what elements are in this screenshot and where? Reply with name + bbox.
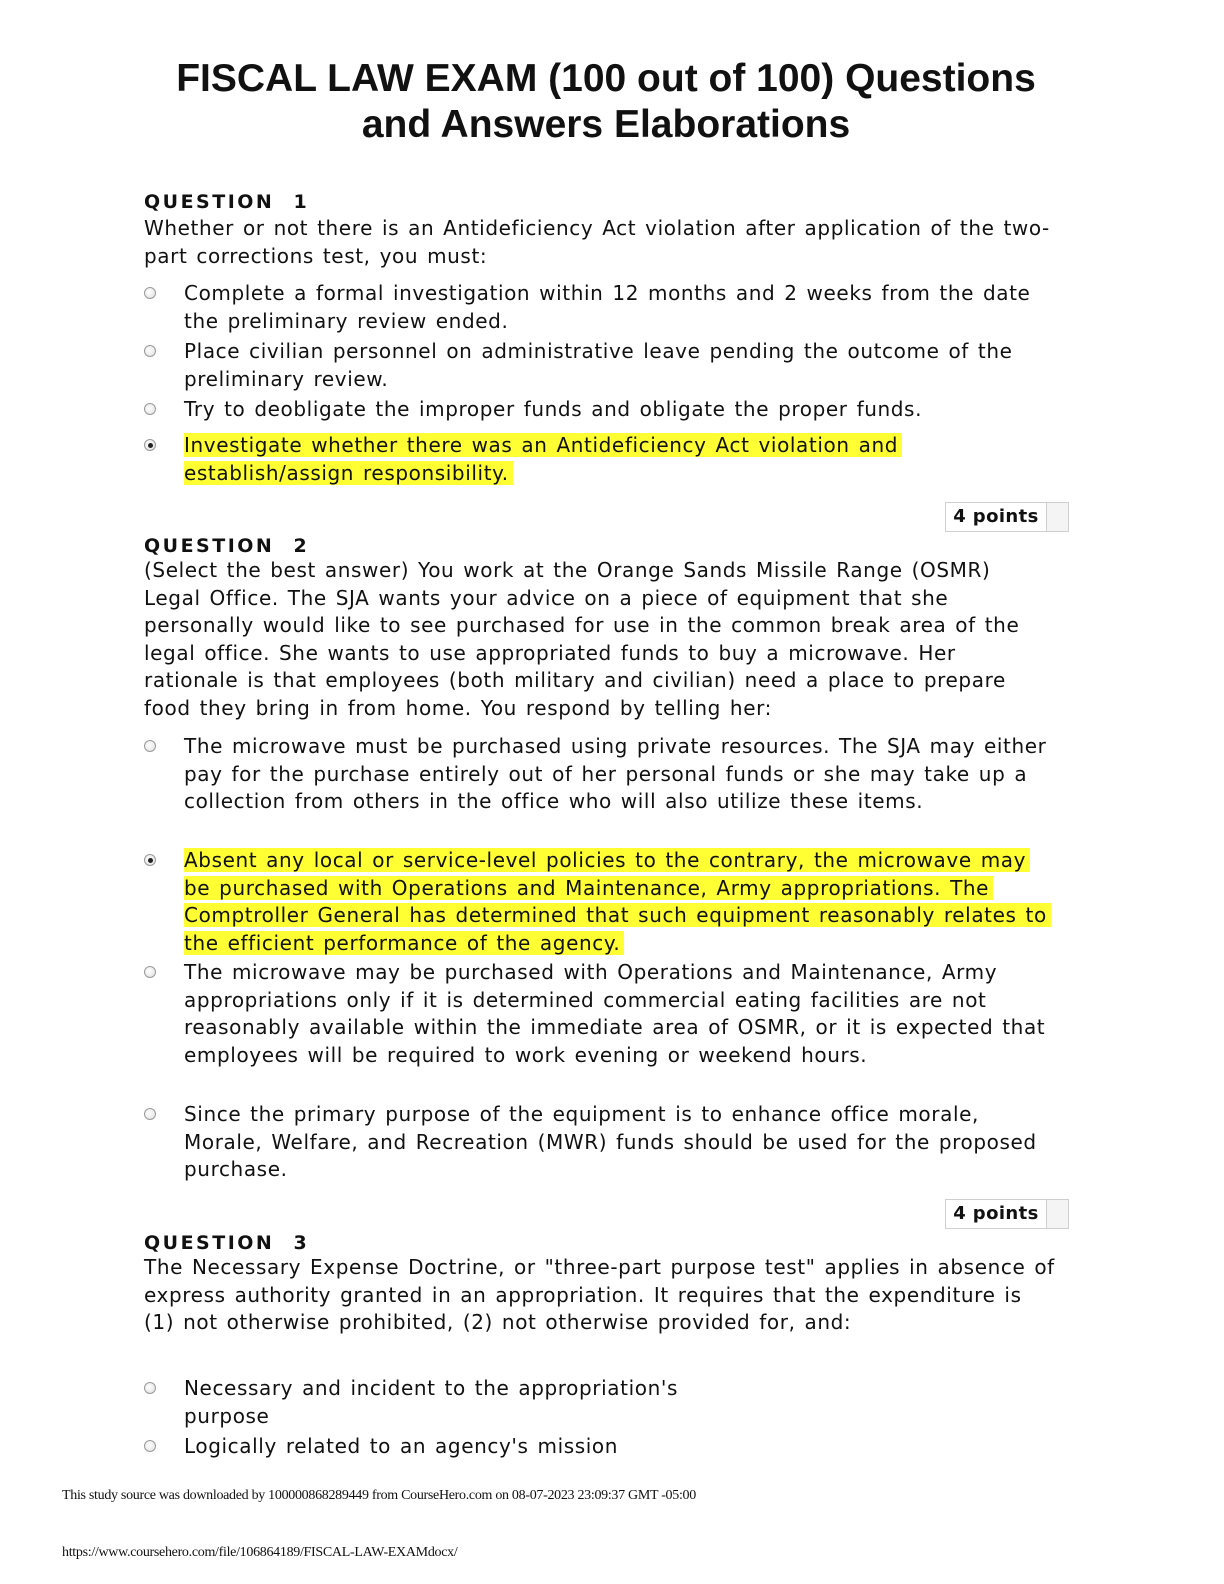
option-text: Necessary and incident to the appropriation's purpose: [184, 1376, 678, 1428]
points-label: 4 points: [946, 1200, 1047, 1228]
question-1-option-d-selected[interactable]: [144, 432, 1024, 487]
radio-checked-icon[interactable]: [144, 439, 156, 451]
page-title: [120, 56, 1092, 148]
question-1-option-a[interactable]: [144, 280, 1064, 335]
radio-unchecked-icon[interactable]: [144, 345, 156, 357]
radio-unchecked-icon[interactable]: [144, 740, 156, 752]
option-text: The microwave may be purchased with Operations and Maintenance, Army appropriations only if it is determined commercial eating facilities are not reasonably available within the immediate area of OSMR, or it is expected that employees will be required to work evening or weekend hours.: [184, 960, 1046, 1067]
question-2-points-box: [945, 1199, 1069, 1229]
radio-unchecked-icon[interactable]: [144, 1108, 156, 1120]
question-2-option-a[interactable]: [144, 733, 1064, 816]
question-1-option-c[interactable]: [144, 396, 1064, 424]
points-label: 4 points: [946, 503, 1047, 531]
question-1-text: Whether or not there is an Antideficiency Act violation after application of the two-part corrections test, you must:: [144, 216, 1050, 268]
question-2-option-c[interactable]: [144, 959, 1064, 1069]
radio-unchecked-icon[interactable]: [144, 966, 156, 978]
question-3-option-a[interactable]: [144, 1375, 724, 1430]
question-1-heading: QUESTION 1: [144, 191, 310, 213]
question-1-points-box: [945, 502, 1069, 532]
option-text: Since the primary purpose of the equipment is to enhance office morale, Morale, Welfare, and Recreation (MWR) funds should be used for the proposed purchase.: [184, 1102, 1037, 1181]
radio-unchecked-icon[interactable]: [144, 287, 156, 299]
option-text: Complete a formal investigation within 12 months and 2 weeks from the date the preliminary review ended.: [184, 281, 1031, 333]
question-3-heading: QUESTION 3: [144, 1232, 310, 1254]
radio-unchecked-icon[interactable]: [144, 1382, 156, 1394]
download-note: This study source was downloaded by 100000868289449 from CourseHero.com on 08-07-2023 23:09:37 GMT -05:00: [62, 1488, 696, 1503]
option-text: Try to deobligate the improper funds and obligate the proper funds.: [184, 397, 923, 421]
option-text: The microwave must be purchased using private resources. The SJA may either pay for the purchase entirely out of her personal funds or she may take up a collection from others in the office who will also utilize these items.: [184, 734, 1047, 813]
question-2-text: (Select the best answer) You work at the Orange Sands Missile Range (OSMR) Legal Office. The SJA wants your advice on a piece of equipment that she personally would like to see purchased for use in the common break area of the legal office. She wants to use appropriated funds to buy a microwave. Her rationale is that employees (both military and civilian) need a place to prepare food they bring in from home. You respond by telling her:: [144, 558, 1020, 720]
radio-checked-icon[interactable]: [144, 854, 156, 866]
title-line-1: FISCAL LAW EXAM (100 out of 100) Questions: [176, 57, 1036, 100]
option-text: Place civilian personnel on administrative leave pending the outcome of the preliminary review.: [184, 339, 1013, 391]
radio-unchecked-icon[interactable]: [144, 403, 156, 415]
question-3-text: The Necessary Expense Doctrine, or "three-part purpose test" applies in absence of express authority granted in an appropriation. It requires that the expenditure is (1) not otherwise prohibited, (2) not otherwise provided for, and:: [144, 1255, 1055, 1334]
question-1-option-b[interactable]: [144, 338, 1064, 393]
question-2-option-b-selected[interactable]: [144, 847, 1059, 957]
source-url[interactable]: https://www.coursehero.com/file/106864189/FISCAL-LAW-EXAMdocx/: [62, 1545, 458, 1560]
option-text: Logically related to an agency's mission: [184, 1434, 619, 1458]
question-3-option-b[interactable]: [144, 1433, 1064, 1461]
selected-answer-text: Absent any local or service-level policies to the contrary, the microwave may be purchased with Operations and Maintenance, Army appropriations. The Comptroller General has determined that such equipment reasonably relates to the efficient performance of the agency.: [184, 848, 1051, 955]
selected-answer-text: Investigate whether there was an Antideficiency Act violation and establish/assign responsibility.: [184, 433, 902, 485]
question-2-heading: QUESTION 2: [144, 535, 310, 557]
title-line-2: and Answers Elaborations: [361, 103, 851, 146]
radio-unchecked-icon[interactable]: [144, 1440, 156, 1452]
question-2-option-d[interactable]: [144, 1101, 1064, 1184]
